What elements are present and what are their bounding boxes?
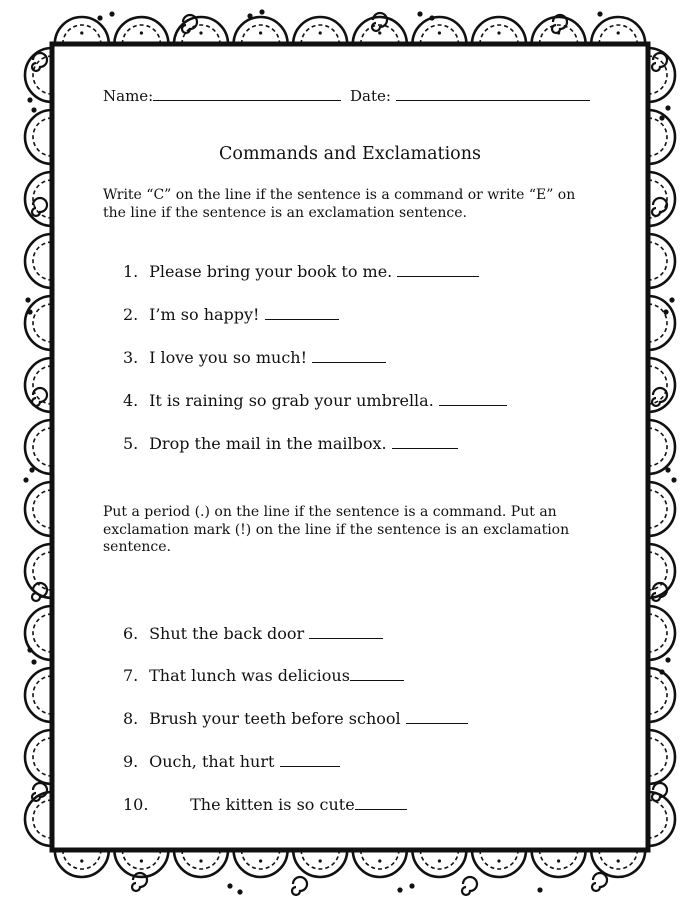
border-dot [665,657,670,662]
question-text: Ouch, that hurt [149,752,275,771]
answer-blank-line[interactable] [265,305,339,320]
border-dot [259,9,264,14]
scallop-dot [80,31,83,34]
border-dot [237,889,242,894]
border-dot [537,887,542,892]
question-number: 4. [123,391,139,410]
scallop-shape [55,17,109,44]
question-number: 10. [123,795,149,814]
scallop-dot [319,859,322,862]
scallop-dot [140,31,143,34]
scallop-dot [617,31,620,34]
border-dot [417,11,422,16]
question-8 [123,709,468,729]
question-9 [123,752,340,772]
scallop-shape [353,850,407,877]
scallop-shape [25,234,52,288]
question-4 [123,391,507,411]
question-text: Shut the back door [149,624,305,643]
scallop-dot [378,859,381,862]
question-text: The kitten is so cute [190,795,355,814]
question-3 [123,348,386,368]
scallop-dot [319,31,322,34]
border-dot [31,107,36,112]
scallop-shape [114,17,168,44]
answer-blank-line[interactable] [355,795,407,810]
border-dot [109,11,114,16]
question-5 [123,434,458,454]
scallop-dot [497,31,500,34]
scallop-shape [353,17,407,44]
border-dot [659,669,664,674]
scallop-shape [174,850,228,877]
question-number: 8. [123,709,139,728]
scallop-shape [25,730,52,784]
scallop-dot [557,859,560,862]
scallop-shape [648,606,675,660]
border-dot [247,13,252,18]
scallop-dot [259,859,262,862]
question-text: I’m so happy! [149,305,260,324]
border-dot [409,883,414,888]
scallop-shape [25,110,52,164]
scallop-shape [234,850,288,877]
scallop-shape [532,17,586,44]
swirl-ornament [292,877,307,895]
worksheet-page [52,44,648,850]
question-number: 2. [123,305,139,324]
scallop-shape [472,850,526,877]
border-dot [397,887,402,892]
border-dot [665,467,670,472]
question-2 [123,305,339,325]
border-dot [227,883,232,888]
scallop-shape [648,420,675,474]
scallop-shape [648,730,675,784]
border-dot [29,467,34,472]
date-label: Date: [350,87,391,105]
question-text: Brush your teeth before school [149,709,401,728]
scallop-shape [55,850,109,877]
scallop-shape [25,48,52,102]
scallop-dot [199,859,202,862]
border-dot [27,97,32,102]
scallop-shape [25,482,52,536]
name-field-row [103,86,341,105]
question-number: 7. [123,666,139,685]
question-number: 9. [123,752,139,771]
scallop-dot [438,859,441,862]
question-number: 6. [123,624,139,643]
scallop-dot [378,31,381,34]
scallop-shape [293,850,347,877]
scallop-dot [140,859,143,862]
scallop-shape [532,850,586,877]
date-field-row [350,86,590,105]
scallop-shape [293,17,347,44]
answer-blank-line[interactable] [312,348,386,363]
border-dot [663,309,668,314]
scallop-shape [648,48,675,102]
question-1 [123,262,479,282]
scallop-dot [199,31,202,34]
scallop-dot [259,31,262,34]
scallop-dot [617,859,620,862]
scallop-shape [472,17,526,44]
scallop-shape [25,420,52,474]
scallop-shape [412,850,466,877]
question-text: Drop the mail in the mailbox. [149,434,387,453]
scallop-shape [412,17,466,44]
answer-blank-line[interactable] [392,434,458,449]
border-dot [597,11,602,16]
question-10 [123,795,407,815]
border-dot [25,297,30,302]
swirl-ornament [592,873,607,891]
scallop-shape [648,296,675,350]
scallop-dot [438,31,441,34]
scallop-shape [648,234,675,288]
date-blank-line[interactable] [396,86,590,101]
border-dot [671,477,676,482]
scallop-dot [497,859,500,862]
question-text: I love you so much! [149,348,308,367]
border-dot [27,647,32,652]
border-dot [659,115,664,120]
question-text: It is raining so grab your umbrella. [149,391,434,410]
answer-blank-line[interactable] [397,262,479,277]
question-number: 1. [123,262,139,281]
answer-blank-line[interactable] [309,624,383,639]
question-text: That lunch was delicious [149,666,350,685]
answer-blank-line[interactable] [439,391,507,406]
scallop-shape [648,668,675,722]
answer-blank-line[interactable] [406,709,468,724]
scallop-shape [234,17,288,44]
section2-instructions: Put a period (.) on the line if the sentence is a command. Put an exclamation mark (!) on the line if the sentence is an exclamation sentence. [103,504,570,555]
border-dot [429,15,434,20]
scallop-shape [591,17,645,44]
answer-blank-line[interactable] [350,666,404,681]
name-blank-line[interactable] [153,86,341,101]
question-6 [123,624,383,644]
section1-instructions: Write “C” on the line if the sentence is a command or write “E” on the line if the sentence is an exclamation sentence. [103,187,576,221]
swirl-ornament [462,877,477,895]
border-dot [669,297,674,302]
border-dot [97,15,102,20]
question-7 [123,666,404,686]
border-dot [27,309,32,314]
scallop-shape [25,668,52,722]
question-number: 5. [123,434,139,453]
answer-blank-line[interactable] [280,752,340,767]
border-dot [665,105,670,110]
border-dot [23,477,28,482]
question-text: Please bring your book to me. [149,262,393,281]
name-label: Name: [103,87,154,105]
worksheet-title: Commands and Exclamations [219,144,481,164]
scallop-shape [648,482,675,536]
scallop-shape [25,296,52,350]
scallop-dot [80,859,83,862]
question-number: 3. [123,348,139,367]
border-dot [31,659,36,664]
